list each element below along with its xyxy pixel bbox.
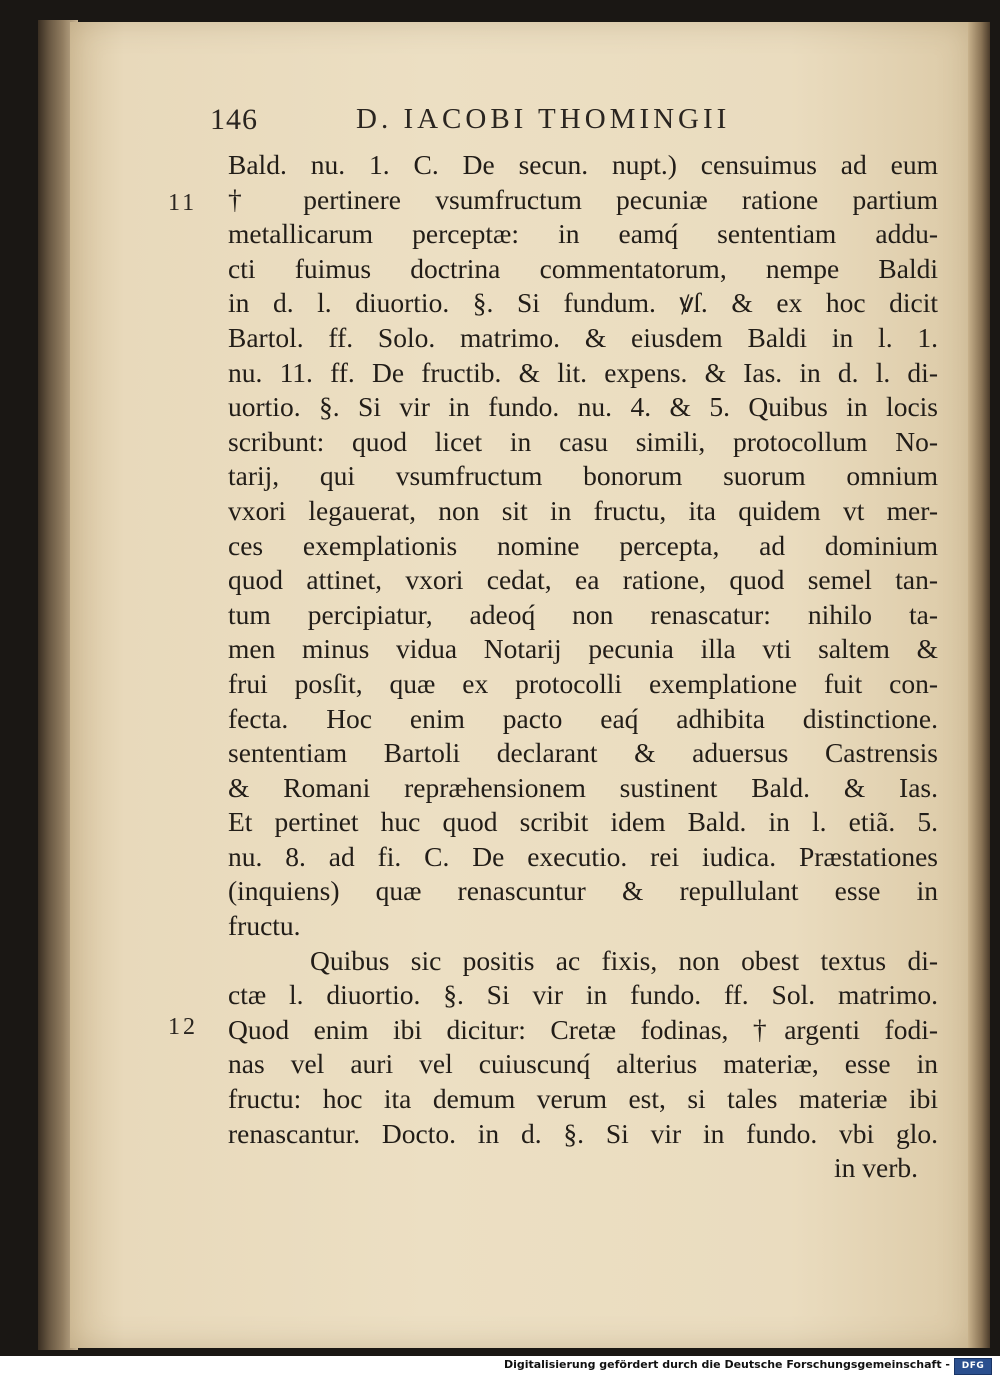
page-number: 146	[210, 103, 258, 136]
margin-note-number: 11	[168, 190, 198, 216]
text-line: sententiam Bartoli declarant & aduersus Castrensis	[228, 737, 938, 769]
footer-credit: Digitalisierung gefördert durch die Deutsche Forschungsgemeinschaft -	[503, 1358, 950, 1371]
body-text	[228, 148, 938, 1186]
text-line: frui posſit, quæ ex protocolli exemplatione fuit con-	[228, 667, 938, 699]
text-line: Quibus sic positis ac fixis, non obest textus di-	[310, 944, 938, 976]
text-line: quod attinet, vxori cedat, ea ratione, quod semel tan-	[228, 564, 938, 596]
text-line: nu. 8. ad fi. C. De executio. rei iudica. Præstationes	[228, 840, 938, 872]
catchword: in verb.	[833, 1152, 918, 1184]
footer-bar	[0, 1356, 1000, 1376]
text-line: cti fuimus doctrina commentatorum, nempe Baldi	[228, 252, 938, 284]
text-line: scribunt: quod licet in casu simili, protocollum No-	[228, 425, 938, 457]
text-line: fructu.	[228, 910, 301, 942]
text-line: nas vel auri vel cuiuscunq́ alterius materiæ, esse in	[228, 1048, 938, 1080]
text-line: Quod enim ibi dicitur: Cretæ fodinas, †argenti fodi-	[228, 1013, 938, 1045]
text-line: fecta. Hoc enim pacto eaq́ adhibita distinctione.	[228, 702, 938, 734]
text-line: men minus vidua Notarij pecunia illa vti saltem &	[228, 633, 938, 665]
text-line: ces exemplationis nomine percepta, ad dominium	[228, 529, 938, 561]
text-line: ctæ l. diuortio. §. Si vir in fundo. ff. Sol. matrimo.	[228, 979, 938, 1011]
header-title: D. IACOBI THOMINGII	[356, 103, 731, 135]
text-line: renascantur. Docto. in d. §. Si vir in fundo. vbi glo.	[228, 1117, 938, 1149]
text-line: Et pertinet huc quod scribit idem Bald. in l. etiã. 5.	[228, 806, 938, 838]
text-line: tum percipiatur, adeoq́ non renascatur: nihilo ta-	[228, 598, 938, 630]
text-line: metallicarum perceptæ: in eamq́ sententiam addu-	[228, 218, 938, 250]
margin-note-number: 12	[168, 1014, 198, 1040]
page-fore-edge	[968, 22, 990, 1348]
text-line: tarij, qui vsumfructum bonorum suorum omnium	[228, 460, 938, 492]
text-line: fructu: hoc ita demum verum est, si tales materiæ ibi	[228, 1083, 938, 1115]
text-line: (inquiens) quæ renascuntur & repullulant esse in	[228, 875, 938, 907]
dfg-logo: DFG	[954, 1358, 992, 1375]
text-line: uortio. §. Si vir in fundo. nu. 4. & 5. Quibus in locis	[228, 391, 938, 423]
text-line: vxori legauerat, non sit in fructu, ita quidem vt mer-	[228, 494, 938, 526]
text-line: Bartol. ff. Solo. matrimo. & eiusdem Baldi in l. 1.	[228, 321, 938, 353]
text-line: in d. l. diuortio. §. Si fundum. ꝟſ. & ex hoc dicit	[228, 287, 938, 319]
text-line: nu. 11. ff. De fructib. & lit. expens. & Ias. in d. l. di-	[228, 356, 938, 388]
text-line: & Romani repræhensionem sustinent Bald. & Ias.	[228, 771, 938, 803]
running-head	[210, 103, 850, 143]
text-line: † pertinere vsumfructum pecuniæ ratione partium	[228, 183, 938, 215]
text-line: Bald. nu. 1. C. De secun. nupt.) censuimus ad eum	[228, 149, 938, 180]
